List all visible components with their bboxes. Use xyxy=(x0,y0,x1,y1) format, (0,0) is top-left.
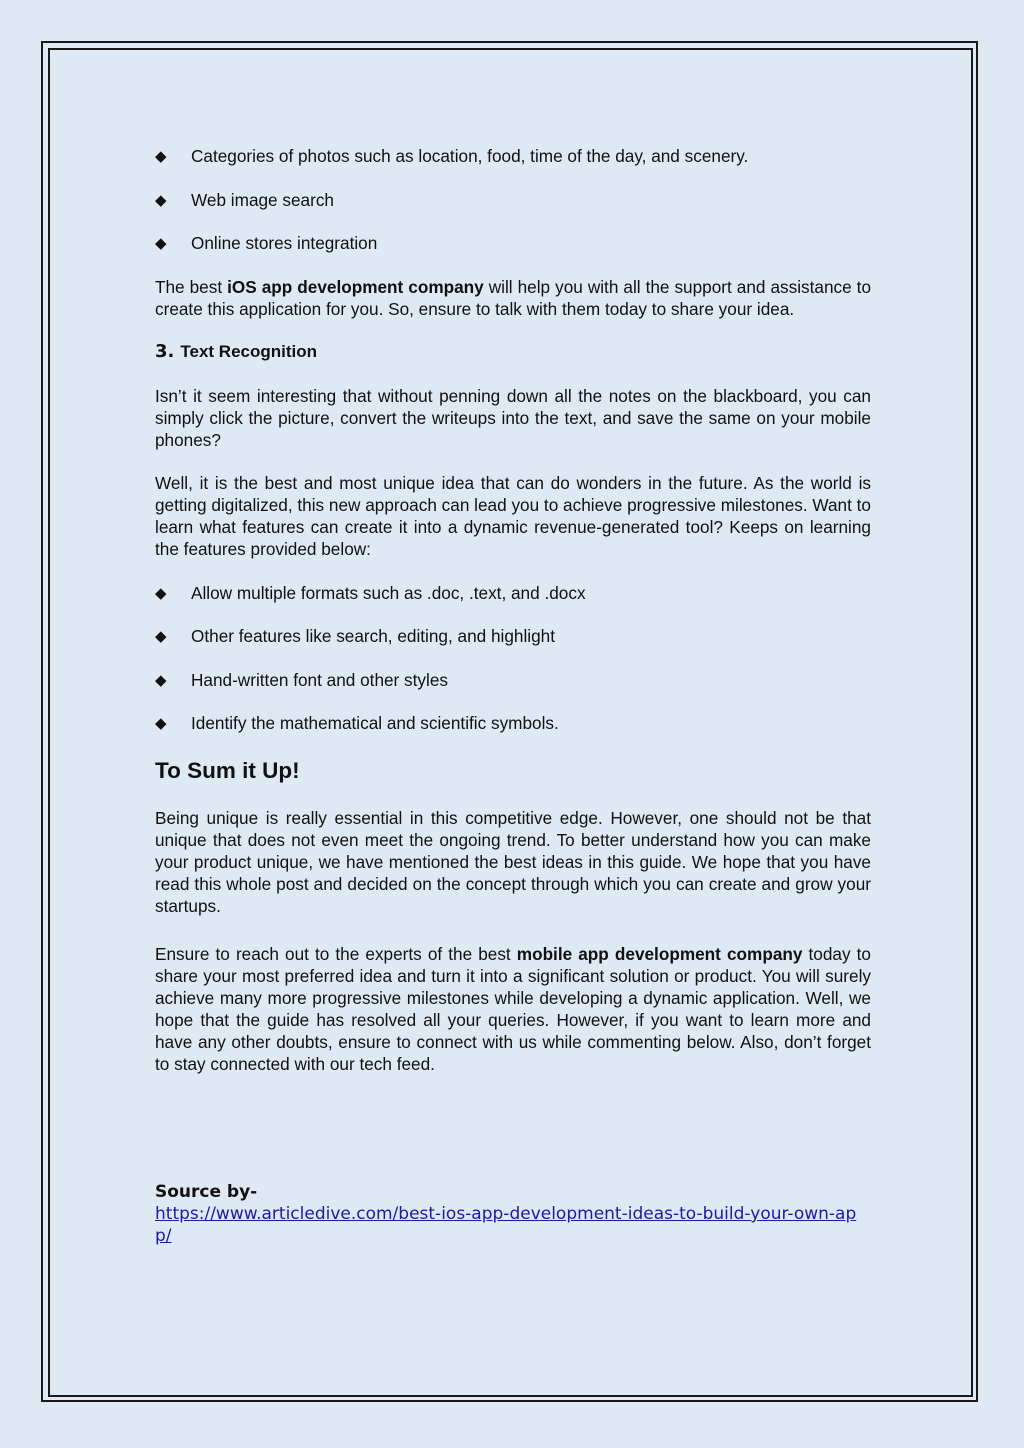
source-attribution xyxy=(155,1181,871,1247)
source-link[interactable]: https://www.articledive.com/best-ios-app-development-ideas-to-build-your-own-app/ xyxy=(155,1204,857,1246)
diamond-bullet-icon: ◆ xyxy=(155,671,167,689)
section-title: Text Recognition xyxy=(180,342,318,361)
section-heading-text-recognition xyxy=(155,341,871,363)
diamond-bullet-icon: ◆ xyxy=(155,191,167,209)
list-item-text: Web image search xyxy=(191,189,334,210)
ios-company-keyword: iOS app development company xyxy=(227,276,484,297)
diamond-bullet-icon: ◆ xyxy=(155,148,167,165)
ios-company-paragraph: The best iOS app development company will help you with all the support and assistance to create this application for you. So, ensure to talk with them today to share your idea. xyxy=(155,276,872,319)
article-body xyxy=(155,145,871,1096)
list-item-text: Other features like search, editing, and highlight xyxy=(191,626,556,646)
list-item xyxy=(155,669,871,691)
section-number: 3. xyxy=(155,341,175,362)
recognition-features-list xyxy=(155,582,871,735)
list-item-text: Allow multiple formats such as .doc, .text, and .docx xyxy=(191,582,586,603)
source-label: Source by- xyxy=(155,1182,258,1202)
diamond-bullet-icon: ◆ xyxy=(155,584,167,602)
list-item xyxy=(155,189,871,211)
list-item-text: Identify the mathematical and scientific symbols. xyxy=(191,713,559,733)
list-item xyxy=(155,582,871,604)
list-item xyxy=(155,145,871,167)
summary-heading: To Sum it Up! xyxy=(155,757,300,783)
list-item xyxy=(155,625,871,647)
list-item xyxy=(155,232,871,254)
diamond-bullet-icon: ◆ xyxy=(155,628,167,645)
summary-paragraph: Being unique is really essential in this competitive edge. However, one should not be that unique that does not even meet the ongoing trend. To better understand how you can make your product unique, we have mentioned the best ideas in this guide. We hope that you have read this whole post and decided on the concept through which you can create and grow your startups. xyxy=(155,807,871,916)
text-recognition-paragraph-2: Well, it is the best and most unique idea that can do wonders in the future. As the world is getting digitalized, this new approach can lead you to achieve progressive milestones. Want to learn what features can create it into a dynamic revenue-generated tool? Keeps on learning the features provided below: xyxy=(155,473,871,559)
text-recognition-paragraph-1: Isn’t it seem interesting that without penning down all the notes on the blackboard, you can simply click the picture, convert the writeups into the text, and save the same on your mobile phones? xyxy=(155,385,871,450)
list-item-text: Categories of photos such as location, food, time of the day, and scenery. xyxy=(191,146,749,166)
ensure-paragraph: Ensure to reach out to the experts of the best mobile app development company today to share your most preferred idea and turn it into a significant solution or product. You will surely achieve many more progressive milestones while developing a dynamic application. Well, we hope that the guide has resolved all your queries. However, if you want to learn more and have any other doubts, ensure to connect with us while commenting below. Also, don’t forget to stay connected with our tech feed. xyxy=(155,943,871,1074)
diamond-bullet-icon: ◆ xyxy=(155,235,167,252)
list-item-text: Online stores integration xyxy=(191,233,378,253)
diamond-bullet-icon: ◆ xyxy=(155,715,167,732)
list-item-text: Hand-written font and other styles xyxy=(191,669,448,690)
list-item xyxy=(155,712,871,734)
mobile-company-keyword: mobile app development company xyxy=(516,943,803,964)
photo-features-list xyxy=(155,145,871,254)
